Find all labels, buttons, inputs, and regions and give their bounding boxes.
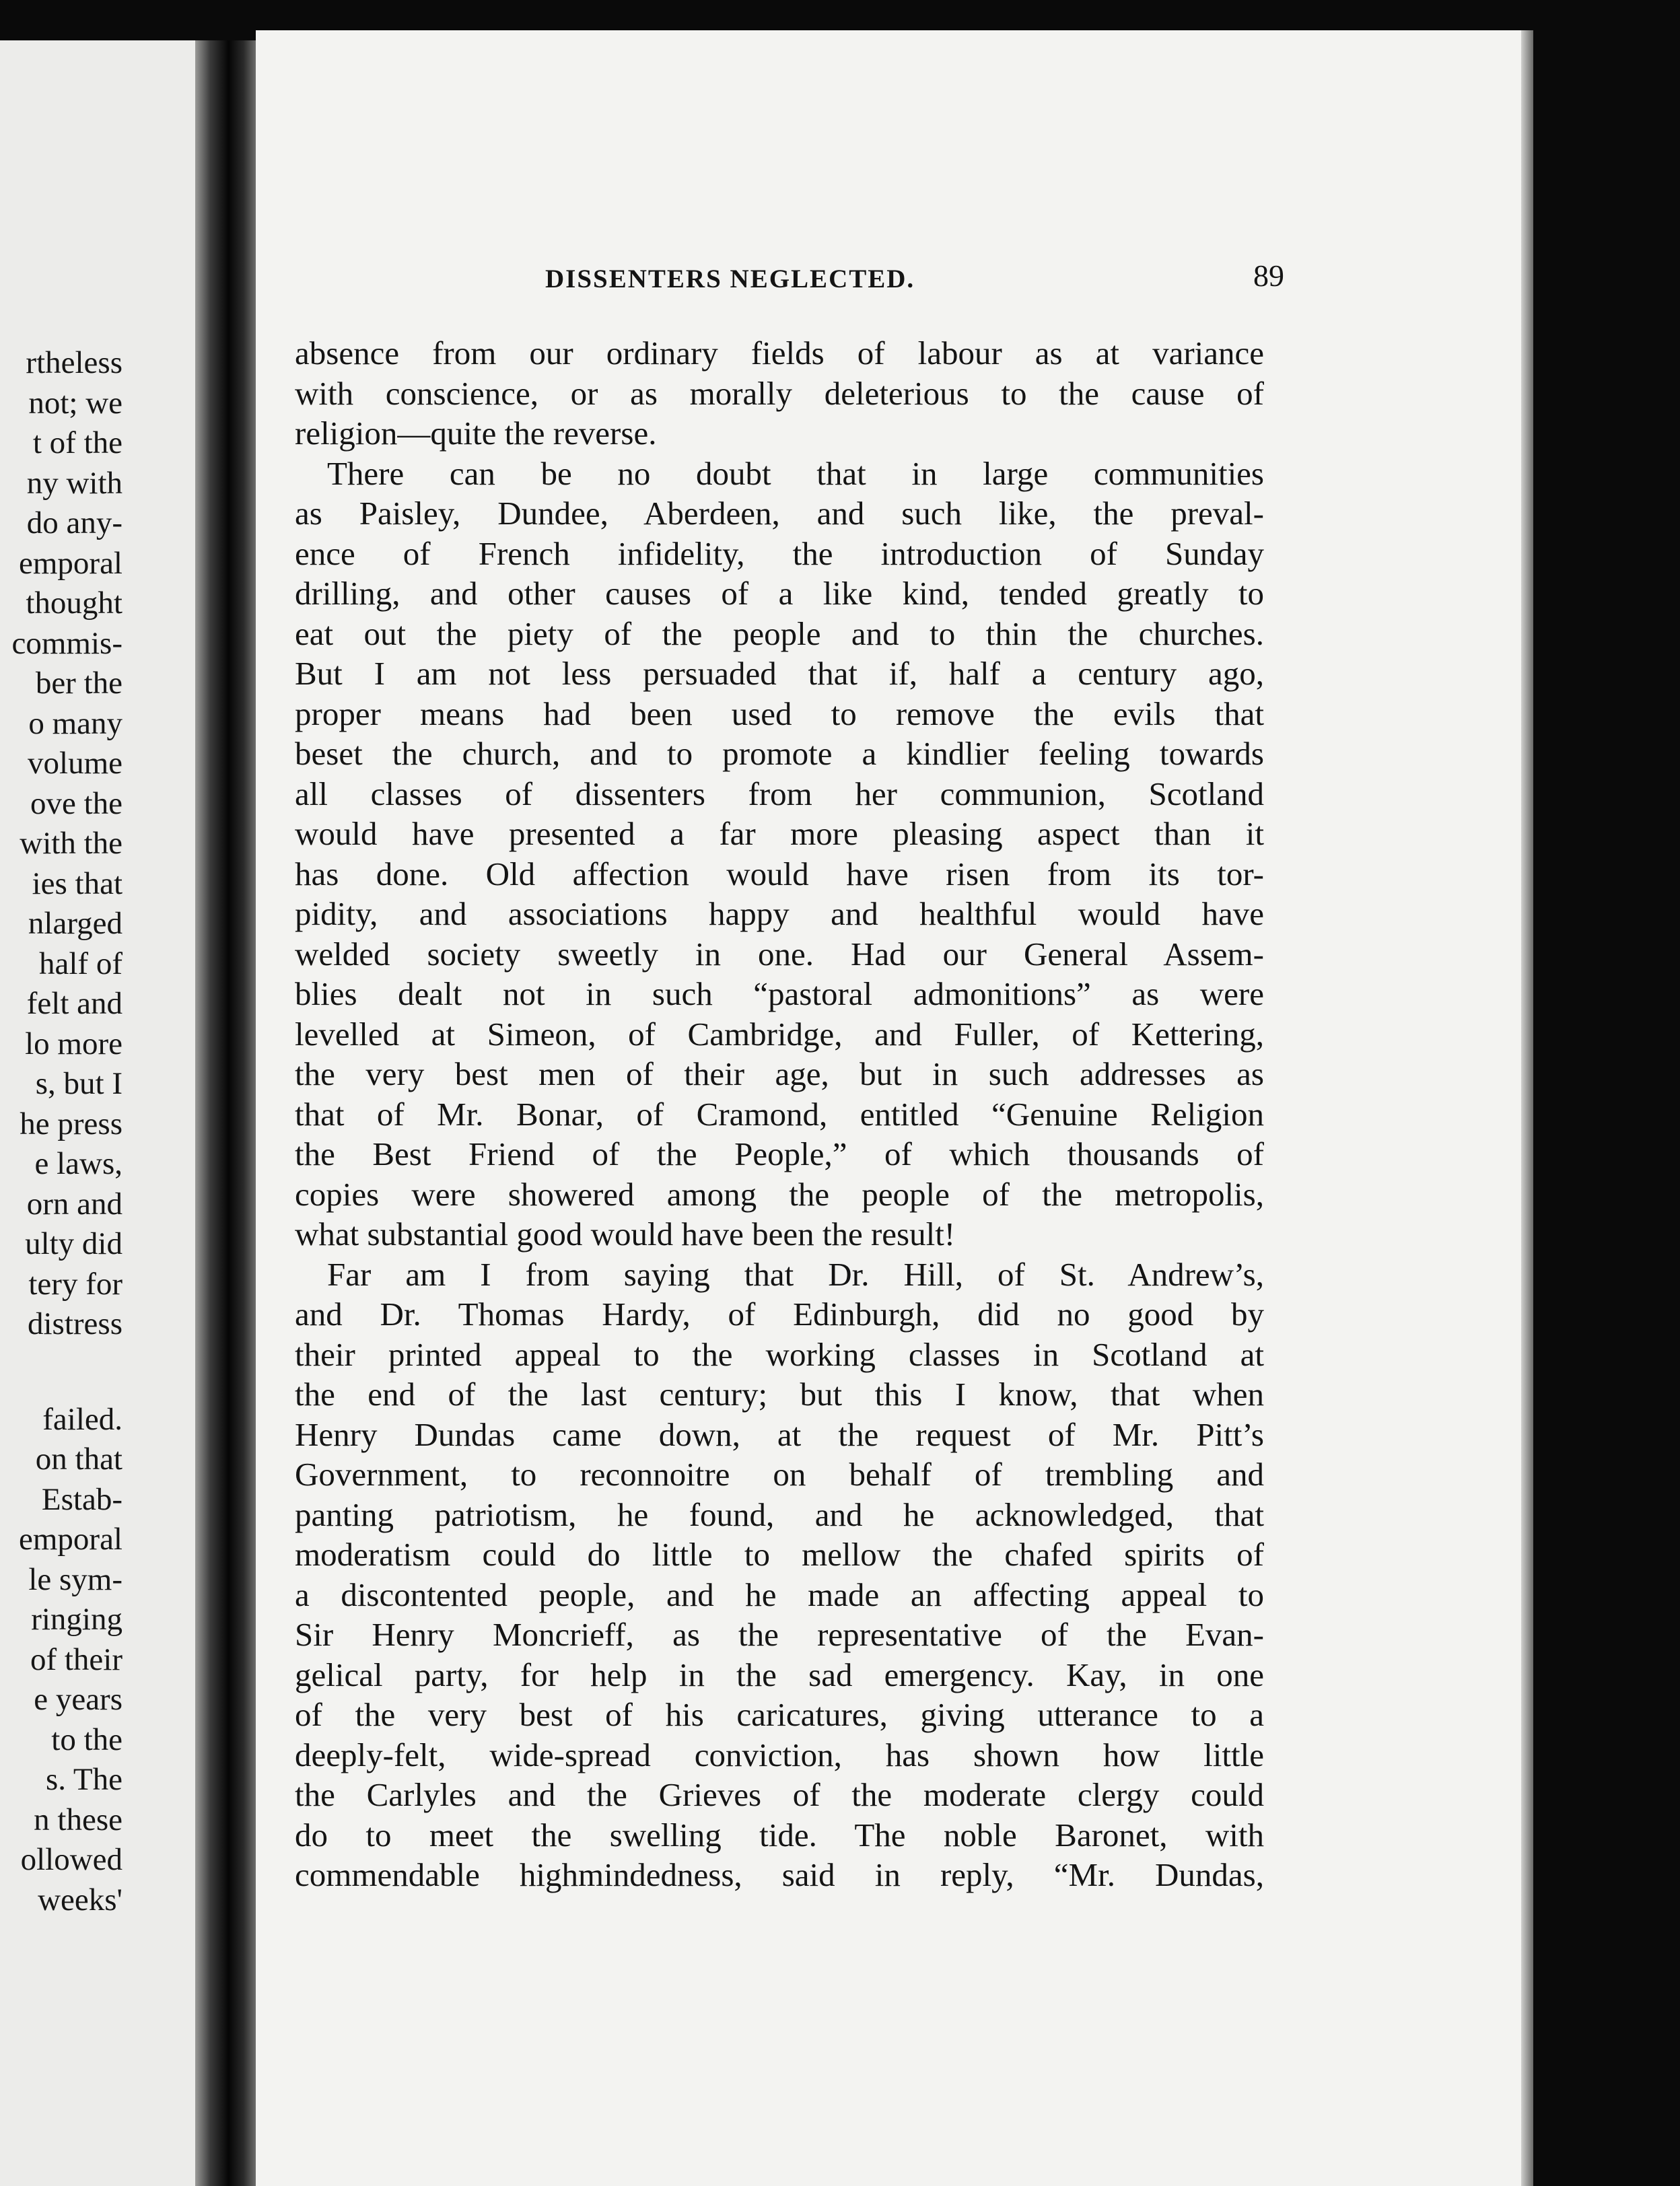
text-line: moderatism could do little to mellow the chafed spirits of <box>295 1536 1264 1573</box>
text-line: the very best men of their age, but in such addresses as <box>295 1055 1264 1092</box>
text-line: blies dealt not in such “pastoral admonitions” as were <box>295 975 1264 1012</box>
text-line: would have presented a far more pleasing aspect than it <box>295 815 1264 852</box>
book-gutter <box>195 40 256 2186</box>
body-text <box>295 333 1264 1895</box>
text-line: the end of the last century; but this I know, that when <box>295 1376 1264 1413</box>
text-line: the Best Friend of the People,” of which thousands of <box>295 1135 1264 1172</box>
left-page-line: on that <box>35 1442 123 1477</box>
left-page-line: distress <box>28 1306 123 1341</box>
left-page-line: felt and <box>26 986 123 1021</box>
left-page-line: half of <box>39 946 123 981</box>
left-page-line: s. The <box>45 1762 123 1797</box>
left-page-line: o many <box>28 705 123 741</box>
left-page-line: e years <box>34 1682 123 1717</box>
left-page-line: failed. <box>42 1401 123 1437</box>
left-facing-page <box>0 40 195 2186</box>
text-line: their printed appeal to the working classes in Scotland at <box>295 1335 1264 1373</box>
left-page-line: nlarged <box>28 906 123 941</box>
text-line: and Dr. Thomas Hardy, of Edinburgh, did no good by <box>295 1296 1264 1333</box>
left-page-line: emporal <box>19 1522 123 1557</box>
text-line: copies were showered among the people of the metropolis, <box>295 1175 1264 1213</box>
left-page-line: t of the <box>32 425 123 460</box>
left-page-line: volume <box>28 746 123 781</box>
left-page-line: ies that <box>32 866 123 901</box>
text-line: Sir Henry Moncrieff, as the representative of the Evan- <box>295 1616 1264 1653</box>
left-page-line: ove the <box>30 785 123 821</box>
text-line: ence of French infidelity, the introduction of Sunday <box>295 534 1264 572</box>
text-line: absence from our ordinary fields of labour as at variance <box>295 334 1264 372</box>
text-line: of the very best of his caricatures, giving utterance to a <box>295 1696 1264 1733</box>
left-page-line: ringing <box>31 1602 123 1637</box>
text-line: commendable highmindedness, said in reply, “Mr. Dundas, <box>295 1856 1264 1893</box>
text-line: what substantial good would have been the result! <box>295 1215 956 1253</box>
left-page-line: rtheless <box>26 345 123 380</box>
left-page-line: Estab- <box>41 1481 123 1517</box>
left-page-line: emporal <box>19 545 123 581</box>
text-line: drilling, and other causes of a like kind, tended greatly to <box>295 575 1264 612</box>
text-line: But I am not less persuaded that if, half a century ago, <box>295 655 1264 692</box>
text-line: deeply-felt, wide-spread conviction, has shown how little <box>295 1736 1264 1773</box>
left-page-line: ny with <box>26 465 123 501</box>
text-line: the Carlyles and the Grieves of the moderate clergy could <box>295 1776 1264 1813</box>
left-page-line <box>0 1345 195 1400</box>
text-line: a discontented people, and he made an affecting appeal to <box>295 1576 1264 1613</box>
text-line: gelical party, for help in the sad emergency. Kay, in one <box>295 1656 1264 1693</box>
left-page-line: thought <box>26 586 123 621</box>
left-page-line: tery for <box>28 1266 123 1302</box>
page-edge <box>1521 30 1533 2186</box>
text-line: has done. Old affection would have risen from its tor- <box>295 855 1264 892</box>
left-page-line: le sym- <box>28 1561 123 1597</box>
text-line: that of Mr. Bonar, of Cramond, entitled “Genuine Religion <box>295 1095 1264 1133</box>
text-line: Government, to reconnoitre on behalf of trembling and <box>295 1456 1264 1493</box>
text-line: pidity, and associations happy and healthful would have <box>295 895 1264 932</box>
left-page-line: weeks' <box>38 1882 123 1917</box>
text-line: panting patriotism, he found, and he acknowledged, that <box>295 1495 1264 1533</box>
text-line: with conscience, or as morally deleterious to the cause of <box>295 374 1264 412</box>
left-page-line: he press <box>20 1106 123 1141</box>
left-page-line: not; we <box>28 385 123 421</box>
left-page-line: ollowed <box>20 1842 123 1877</box>
left-page-line: e laws, <box>34 1146 123 1181</box>
left-page-line: s, but I <box>35 1066 123 1101</box>
running-head: DISSENTERS NEGLECTED. <box>545 265 915 293</box>
text-line: religion—quite the reverse. <box>295 415 657 452</box>
left-page-line: n these <box>34 1802 123 1837</box>
text-line: proper means had been used to remove the evils that <box>295 695 1264 732</box>
text-line: welded society sweetly in one. Had our General Assem- <box>295 935 1264 973</box>
text-line: eat out the piety of the people and to thin the churches. <box>295 614 1264 652</box>
left-page-line: orn and <box>26 1186 123 1222</box>
left-page-line: ber the <box>35 666 123 701</box>
left-page-text <box>0 343 195 1920</box>
text-line: as Paisley, Dundee, Aberdeen, and such like, the preval- <box>295 495 1264 532</box>
text-line: Henry Dundas came down, at the request of Mr. Pitt’s <box>295 1415 1264 1453</box>
left-page-line: to the <box>51 1722 123 1757</box>
text-line: levelled at Simeon, of Cambridge, and Fuller, of Kettering, <box>295 1015 1264 1053</box>
text-line: all classes of dissenters from her communion, Scotland <box>295 775 1264 812</box>
text-line: Far am I from saying that Dr. Hill, of St. Andrew’s, <box>327 1255 1264 1293</box>
text-line: beset the church, and to promote a kindlier feeling towards <box>295 735 1264 772</box>
left-page-line: with the <box>20 826 123 861</box>
text-line: do to meet the swelling tide. The noble Baronet, with <box>295 1816 1264 1854</box>
page-number: 89 <box>1253 258 1284 293</box>
left-page-line: commis- <box>11 625 123 661</box>
left-page-line: of their <box>30 1642 123 1677</box>
left-page-line: ulty did <box>25 1226 123 1261</box>
left-page-line: do any- <box>26 505 123 540</box>
text-line: There can be no doubt that in large communities <box>327 454 1264 492</box>
left-page-line: lo more <box>25 1026 123 1061</box>
